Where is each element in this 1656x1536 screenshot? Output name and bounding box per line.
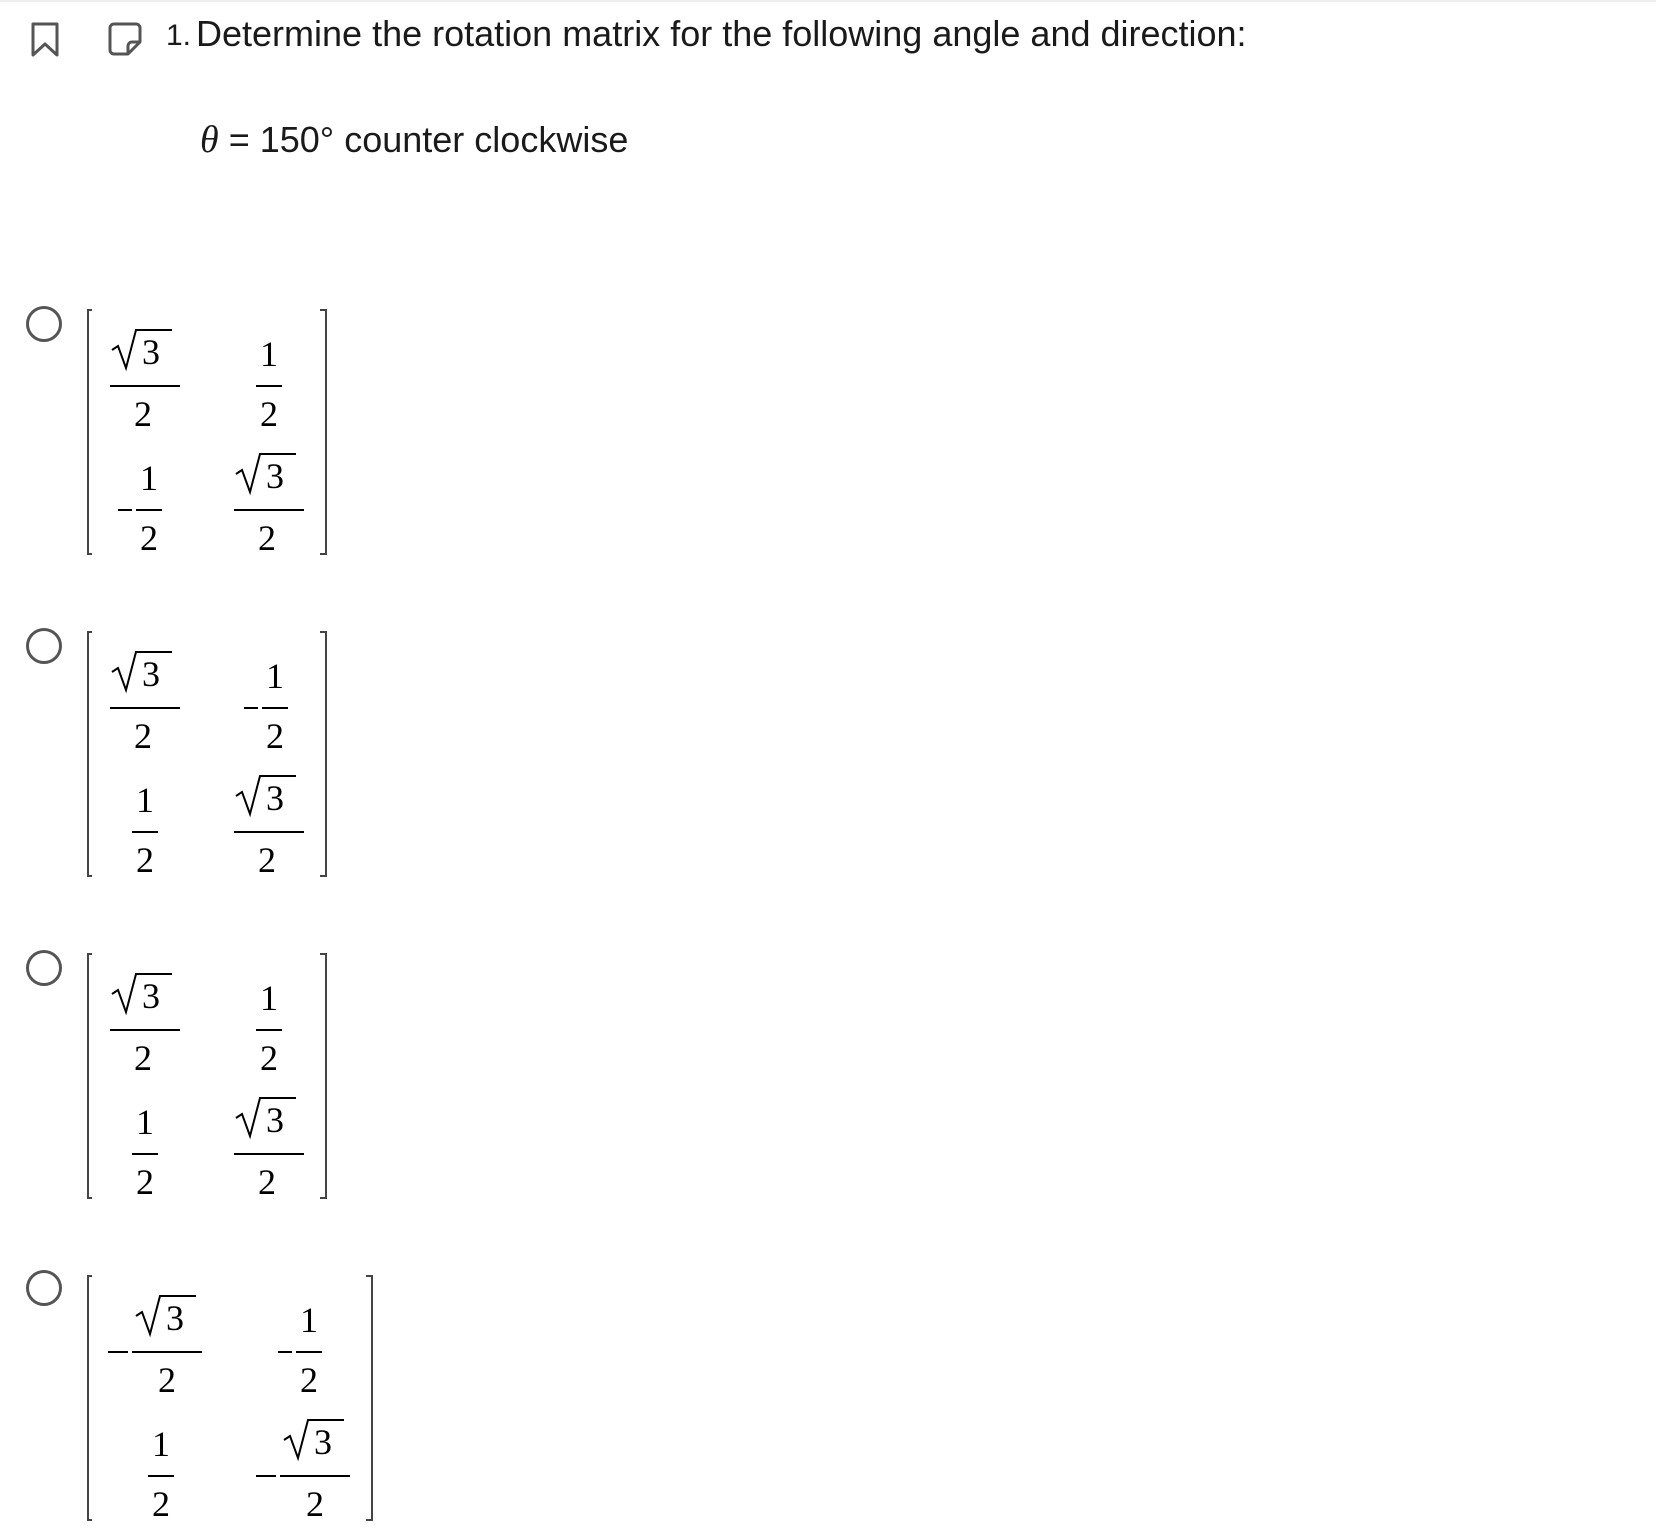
- numerator: 1: [152, 1424, 170, 1464]
- bookmark-icon[interactable]: [30, 22, 60, 58]
- right-bracket: [320, 954, 326, 1198]
- top-divider: [0, 0, 1656, 2]
- matrix-entry-r1c1: [108, 1296, 202, 1400]
- question-number: 1.: [166, 19, 192, 52]
- option-3-radio[interactable]: [26, 950, 62, 986]
- option-4-radio[interactable]: [26, 1270, 62, 1306]
- matrix-entry-r2c1: [148, 1424, 174, 1524]
- right-bracket: [366, 1276, 372, 1520]
- radicand: 3: [142, 332, 160, 372]
- left-bracket: [88, 310, 92, 554]
- option-1-matrix: [80, 306, 340, 560]
- note-icon[interactable]: [108, 22, 142, 56]
- radicand: 3: [266, 1100, 284, 1140]
- denominator: 2: [266, 716, 284, 756]
- left-bracket: [88, 1276, 92, 1520]
- right-bracket: [320, 632, 326, 876]
- numerator: 1: [136, 1102, 154, 1142]
- matrix-entry-r2c2: [234, 1098, 304, 1202]
- matrix-entry-r1c2: [256, 334, 282, 434]
- denominator: 2: [300, 1360, 318, 1400]
- numerator: 1: [266, 656, 284, 696]
- option-2-radio[interactable]: [26, 628, 62, 664]
- question-text: Determine the rotation matrix for the following angle and direction:: [196, 13, 1247, 54]
- denominator: 2: [134, 716, 152, 756]
- denominator: 2: [260, 394, 278, 434]
- option-2-matrix: [80, 628, 340, 882]
- rotation-direction: counter clockwise: [344, 119, 629, 160]
- option-3-matrix: [80, 950, 340, 1204]
- denominator: 2: [258, 518, 276, 558]
- left-bracket: [88, 954, 92, 1198]
- numerator: 1: [140, 458, 158, 498]
- matrix-entry-r1c1: [110, 652, 180, 756]
- numerator: 1: [260, 978, 278, 1018]
- matrix-entry-r1c1: [110, 974, 180, 1078]
- denominator: 2: [306, 1484, 324, 1524]
- denominator: 2: [158, 1360, 176, 1400]
- radicand: 3: [166, 1298, 184, 1338]
- option-1-radio[interactable]: [26, 306, 62, 342]
- radicand: 3: [142, 654, 160, 694]
- radicand: 3: [142, 976, 160, 1016]
- matrix-entry-r1c2: [256, 978, 282, 1078]
- theta-symbol: θ: [200, 119, 219, 161]
- numerator: 1: [300, 1300, 318, 1340]
- angle-value: 150°: [259, 119, 335, 160]
- denominator: 2: [136, 1162, 154, 1202]
- denominator: 2: [152, 1484, 170, 1524]
- right-bracket: [320, 310, 326, 554]
- matrix-entry-r1c2: [244, 656, 288, 756]
- denominator: 2: [134, 1038, 152, 1078]
- denominator: 2: [140, 518, 158, 558]
- radicand: 3: [266, 456, 284, 496]
- matrix-entry-r2c2: [256, 1420, 350, 1524]
- denominator: 2: [134, 394, 152, 434]
- denominator: 2: [258, 840, 276, 880]
- given-angle: [200, 118, 628, 162]
- denominator: 2: [136, 840, 154, 880]
- equals-sign: =: [228, 119, 250, 160]
- numerator: 1: [260, 334, 278, 374]
- matrix-entry-r2c2: [234, 776, 304, 880]
- matrix-entry-r2c1: [118, 458, 162, 558]
- left-bracket: [88, 632, 92, 876]
- radicand: 3: [266, 778, 284, 818]
- matrix-entry-r1c2: [278, 1300, 322, 1400]
- numerator: 1: [136, 780, 154, 820]
- option-4-matrix: [80, 1272, 380, 1526]
- radicand: 3: [314, 1422, 332, 1462]
- denominator: 2: [258, 1162, 276, 1202]
- matrix-entry-r2c2: [234, 454, 304, 558]
- matrix-entry-r2c1: [132, 1102, 158, 1202]
- matrix-entry-r1c1: [110, 330, 180, 434]
- matrix-entry-r2c1: [132, 780, 158, 880]
- denominator: 2: [260, 1038, 278, 1078]
